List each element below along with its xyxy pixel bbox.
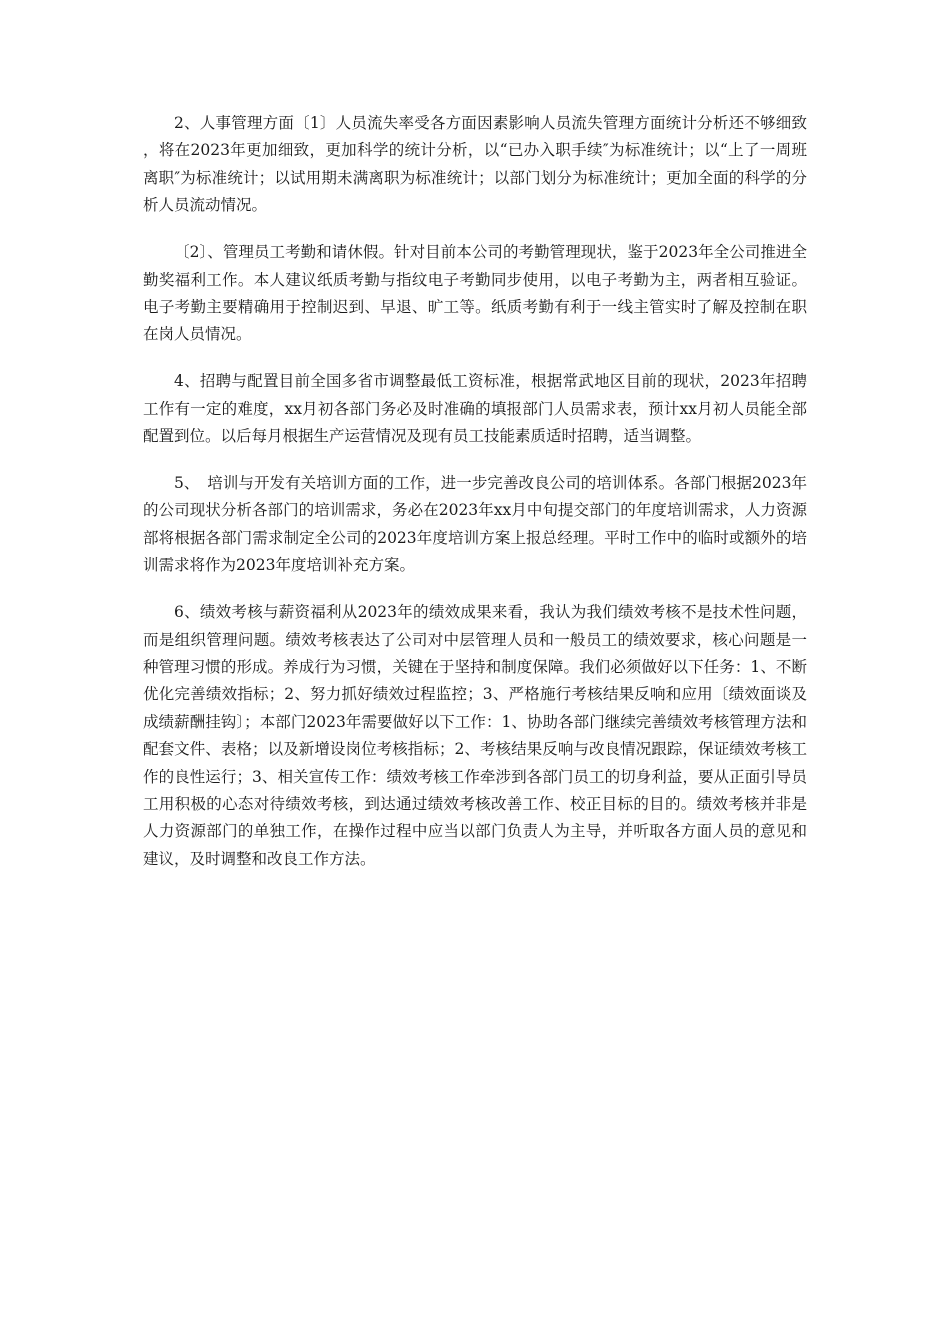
paragraph-performance-compensation: 6、绩效考核与薪资福利从2023年的绩效成果来看，我认为我们绩效考核不是技术性问题，而是组织管理问题。绩效考核表达了公司对中层管理人员和一般员工的绩效要求，核心问题是一种管理习惯的形成。养成行为习惯，关键在于坚持和制度保障。我们必须做好以下任务：1、不断优化完善绩效指标；2、努力抓好绩效过程监控；3、严格施行考核结果反响和应用〔绩效面谈及成绩薪酬挂钩〕；本部门2023年需要做好以下工作：1、协助各部门继续完善绩效考核管理方法和配套文件、表格；以及新增设岗位考核指标；2、考核结果反响与改良情况跟踪，保证绩效考核工作的良性运行；3、相关宣传工作：绩效考核工作牵涉到各部门员工的切身利益，要从正面引导员工用积极的心态对待绩效考核，到达通过绩效考核改善工作、校正目标的目的。绩效考核并非是人力资源部门的单独工作，在操作过程中应当以部门负责人为主导，并听取各方面人员的意见和建议，及时调整和改良工作方法。 <box>143 603 807 868</box>
document-page <box>143 110 807 893</box>
paragraph-training: 5、 培训与开发有关培训方面的工作，进一步完善改良公司的培训体系。各部门根据2023年的公司现状分析各部门的培训需求，务必在2023年xx月中旬提交部门的年度培训需求，人力资源部将根据各部门需求制定全公司的2023年度培训方案上报总经理。平时工作中的临时或额外的培训需求将作为2023年度培训补充方案。 <box>143 473 807 575</box>
paragraph-attendance-leave: 〔2〕、管理员工考勤和请休假。针对目前本公司的考勤管理现状，鉴于2023年全公司推进全勤奖福利工作。本人建议纸质考勤与指纹电子考勤同步使用，以电子考勤为主，两者相互验证。电子考勤主要精确用于控制迟到、早退、旷工等。纸质考勤有利于一线主管实时了解及控制在职在岗人员情况。 <box>143 243 807 344</box>
paragraph-recruitment: 4、招聘与配置目前全国多省市调整最低工资标准，根据常武地区目前的现状，2023年招聘工作有一定的难度，xx月初各部门务必及时准确的填报部门人员需求表，预计xx月初人员能全部配置到位。以后每月根据生产运营情况及现有员工技能素质适时招聘，适当调整。 <box>143 372 807 446</box>
paragraph-personnel-management: 2、人事管理方面〔1〕人员流失率受各方面因素影响人员流失管理方面统计分析还不够细致，将在2023年更加细致，更加科学的统计分析，以“已办入职手续″为标准统计；以“上了一周班离职″为标准统计；以试用期未满离职为标准统计；以部门划分为标准统计；更加全面的科学的分析人员流动情况。 <box>143 114 807 215</box>
